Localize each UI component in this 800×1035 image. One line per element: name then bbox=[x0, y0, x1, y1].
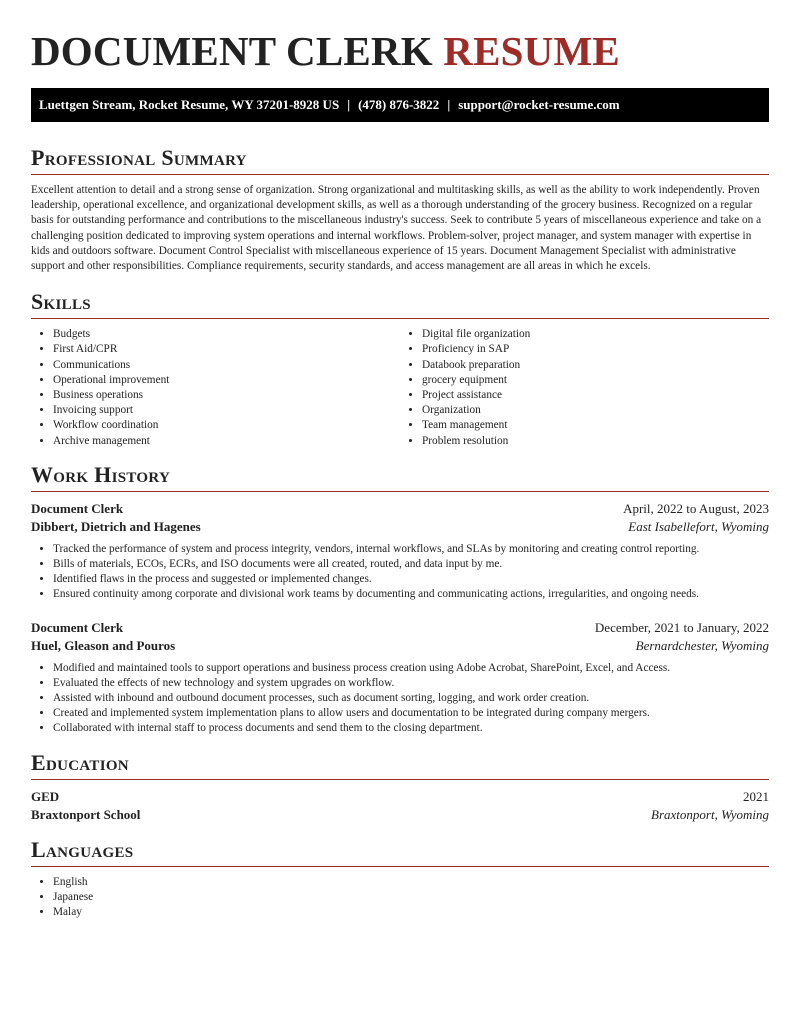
section-divider bbox=[31, 491, 769, 492]
education-year: 2021 bbox=[743, 788, 769, 804]
job-title: Document Clerk bbox=[31, 500, 124, 516]
skill-item: • Team management bbox=[422, 418, 769, 433]
skills-list-right bbox=[400, 327, 769, 449]
job-duty: • Collaborated with internal staff to process documents and send them to the closing department. bbox=[53, 721, 769, 736]
work-history-section bbox=[31, 461, 769, 737]
summary-text: Excellent attention to detail and a strong sense of organization. Strong organizational and multitasking skills, as well as the ability to work independently. Proven leadership, operational excellence, and organizational development skills, as well as a thorough understanding of the grocery business. Recognized on a regular basis for outstanding performance and contributions to the miscellaneous industry's success. Seek to contribute 5 years of miscellaneous experience and take on a challenging position dedicated to improving system operations and internal workflows. Problem-solver, project manager, and system manager with expertise in kids and outdoors software. Document Control Specialist with miscellaneous experience of 15 years. Document Management Specialist with administrative support and other responsibilities. Compliance requirements, security standards, and access management are all areas in which he excels. bbox=[31, 184, 762, 273]
job-location: Bernardchester, Wyoming bbox=[635, 637, 769, 653]
education-header-row bbox=[31, 788, 769, 806]
job-company: Huel, Gleason and Pouros bbox=[31, 637, 176, 653]
contact-phone: (478) 876-3822 bbox=[358, 97, 440, 112]
contact-separator: | bbox=[347, 97, 351, 112]
skills-columns bbox=[31, 327, 769, 449]
language-item: • English bbox=[53, 875, 769, 890]
skill-item: • Archive management bbox=[53, 434, 400, 449]
resume-title bbox=[31, 28, 769, 74]
job-title: Document Clerk bbox=[31, 619, 124, 635]
job-entry bbox=[31, 500, 769, 603]
contact-email: support@rocket-resume.com bbox=[458, 97, 620, 112]
section-divider bbox=[31, 779, 769, 780]
skills-section bbox=[31, 288, 769, 449]
job-duty: • Modified and maintained tools to support operations and business process creation using Adobe Acrobat, SharePoint, Excel, and Access. bbox=[53, 661, 769, 676]
job-header-row bbox=[31, 500, 769, 518]
skill-item: • First Aid/CPR bbox=[53, 342, 400, 357]
work-history-heading: Work History bbox=[31, 461, 171, 487]
skills-list-left bbox=[31, 327, 400, 449]
job-dates: December, 2021 to January, 2022 bbox=[594, 619, 769, 635]
education-degree: GED bbox=[31, 788, 60, 804]
languages-section bbox=[31, 836, 769, 921]
skill-item: • Project assistance bbox=[422, 388, 769, 403]
languages-heading: Languages bbox=[31, 836, 134, 862]
job-duty: • Created and implemented system implementation plans to allow users and documentation to be integrated during company mergers. bbox=[53, 706, 769, 721]
languages-list bbox=[31, 875, 769, 921]
job-duty: • Identified flaws in the process and suggested or implemented changes. bbox=[53, 572, 769, 587]
skills-heading: Skills bbox=[31, 289, 91, 315]
language-item: • Japanese bbox=[53, 890, 769, 905]
skill-item: • Business operations bbox=[53, 388, 400, 403]
job-company-row bbox=[31, 518, 769, 536]
skill-item: • Operational improvement bbox=[53, 373, 400, 388]
skill-item: • Invoicing support bbox=[53, 403, 400, 418]
job-duties-list bbox=[31, 542, 769, 603]
section-divider bbox=[31, 174, 769, 175]
skill-item: • Digital file organization bbox=[422, 327, 769, 342]
education-heading: Education bbox=[31, 749, 129, 775]
job-location: East Isabellefort, Wyoming bbox=[628, 518, 769, 534]
job-company: Dibbert, Dietrich and Hagenes bbox=[31, 518, 201, 534]
education-school-row bbox=[31, 806, 769, 824]
skill-item: • Budgets bbox=[53, 327, 400, 342]
section-divider bbox=[31, 866, 769, 867]
job-company-row bbox=[31, 637, 769, 655]
contact-address: Luettgen Stream, Rocket Resume, WY 37201-8928 US bbox=[39, 97, 340, 112]
summary-heading: Professional Summary bbox=[31, 145, 247, 170]
skill-item: • Problem resolution bbox=[422, 434, 769, 449]
job-header-row bbox=[31, 619, 769, 637]
job-duty: • Assisted with inbound and outbound document processes, such as document sorting, logging, and work order creation. bbox=[53, 691, 769, 706]
skill-item: • Organization bbox=[422, 403, 769, 418]
skill-item: • Communications bbox=[53, 358, 400, 373]
section-divider bbox=[31, 318, 769, 319]
education-school: Braxtonport School bbox=[31, 806, 141, 822]
education-section bbox=[31, 749, 769, 824]
job-duty: • Ensured continuity among corporate and divisional work teams by documenting and communicating actions, irregularities, and ongoing needs. bbox=[53, 587, 769, 602]
job-entry bbox=[31, 619, 769, 737]
job-duty: • Tracked the performance of system and process integrity, vendors, internal workflows, and SLAs by monitoring and creating control reporting. bbox=[53, 542, 769, 557]
skill-item: • Databook preparation bbox=[422, 358, 769, 373]
contact-separator: | bbox=[447, 97, 451, 112]
skill-item: • Proficiency in SAP bbox=[422, 342, 769, 357]
education-location: Braxtonport, Wyoming bbox=[651, 806, 769, 822]
job-duties-list bbox=[31, 661, 769, 737]
contact-bar bbox=[31, 88, 769, 122]
title-accent: RESUME bbox=[443, 28, 620, 74]
skill-item: • Workflow coordination bbox=[53, 418, 400, 433]
title-main: DOCUMENT CLERK bbox=[31, 28, 433, 74]
job-duty: • Bills of materials, ECOs, ECRs, and ISO documents were all created, routed, and data input by me. bbox=[53, 557, 769, 572]
skill-item: • grocery equipment bbox=[422, 373, 769, 388]
job-dates: April, 2022 to August, 2023 bbox=[623, 500, 769, 516]
summary-section bbox=[31, 144, 769, 274]
job-duty: • Evaluated the effects of new technology and system upgrades on workflow. bbox=[53, 676, 769, 691]
language-item: • Malay bbox=[53, 905, 769, 920]
